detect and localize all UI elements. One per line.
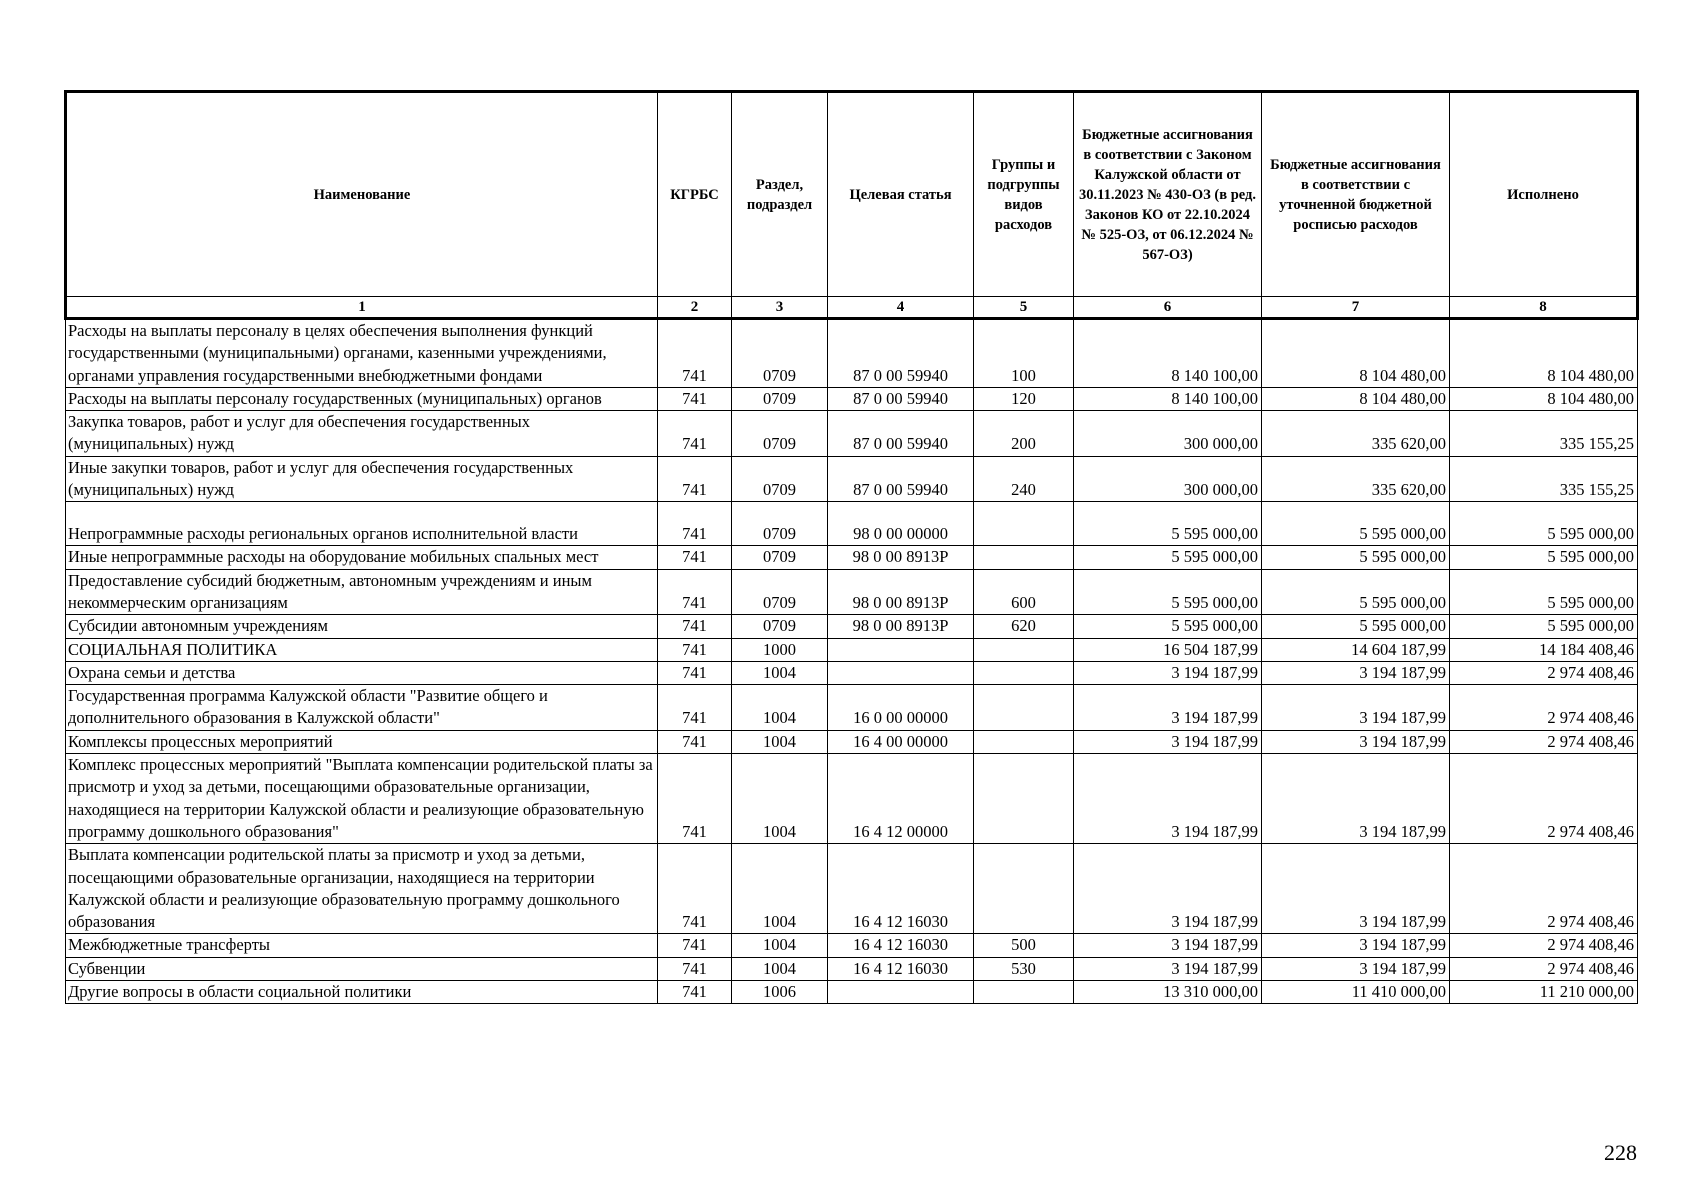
row-group [974,546,1074,569]
row-kgrbs: 741 [658,981,732,1004]
row-plan-amount: 3 194 187,99 [1262,957,1450,980]
column-number: 2 [658,297,732,319]
row-law-amount: 8 140 100,00 [1074,319,1262,388]
column-number: 4 [828,297,974,319]
row-plan-amount: 5 595 000,00 [1262,569,1450,615]
header-done: Исполнено [1450,92,1638,297]
row-group: 600 [974,569,1074,615]
row-law-amount: 5 595 000,00 [1074,502,1262,546]
row-name: Межбюджетные трансферты [66,934,658,957]
column-number: 6 [1074,297,1262,319]
row-kgrbs: 741 [658,456,732,502]
row-plan-amount: 5 595 000,00 [1262,502,1450,546]
table-row [66,934,1638,957]
row-section: 1004 [732,661,828,684]
row-kgrbs: 741 [658,411,732,457]
row-plan-amount: 3 194 187,99 [1262,754,1450,844]
row-plan-amount: 3 194 187,99 [1262,730,1450,753]
row-target: 16 4 12 16030 [828,957,974,980]
row-target: 98 0 00 8913Р [828,615,974,638]
row-plan-amount: 14 604 187,99 [1262,638,1450,661]
table-row [66,844,1638,934]
row-group: 240 [974,456,1074,502]
row-kgrbs: 741 [658,730,732,753]
row-plan-amount: 8 104 480,00 [1262,387,1450,410]
row-section: 1004 [732,957,828,980]
row-name: Расходы на выплаты персоналу в целях обеспечения выполнения функций государственными (муниципальными) органами, казенными учреждениями, органами управления государственными внебюджетными фондами [66,319,658,388]
row-target: 98 0 00 8913Р [828,569,974,615]
row-kgrbs: 741 [658,754,732,844]
row-kgrbs: 741 [658,546,732,569]
row-plan-amount: 8 104 480,00 [1262,319,1450,388]
row-group [974,502,1074,546]
table-row [66,319,1638,388]
row-target [828,981,974,1004]
row-section: 1006 [732,981,828,1004]
row-name: Государственная программа Калужской области "Развитие общего и дополнительного образования в Калужской области" [66,685,658,731]
row-name: Другие вопросы в области социальной политики [66,981,658,1004]
column-number: 1 [66,297,658,319]
row-plan-amount: 3 194 187,99 [1262,661,1450,684]
table-row [66,411,1638,457]
table-row [66,981,1638,1004]
row-kgrbs: 741 [658,319,732,388]
row-done-amount: 2 974 408,46 [1450,685,1638,731]
row-kgrbs: 741 [658,661,732,684]
header-law: Бюджетные ассигнования в соответствии с Законом Калужской области от 30.11.2023 № 430-ОЗ (в ред. Законов КО от 22.10.2024 № 525-ОЗ, от 06.12.2024 № 567-ОЗ) [1074,92,1262,297]
row-name: Расходы на выплаты персоналу государственных (муниципальных) органов [66,387,658,410]
row-name: Иные закупки товаров, работ и услуг для обеспечения государственных (муниципальных) нужд [66,456,658,502]
row-section: 0709 [732,411,828,457]
row-group [974,730,1074,753]
row-kgrbs: 741 [658,638,732,661]
row-target [828,638,974,661]
budget-table-wrapper [64,90,1636,1004]
table-row [66,387,1638,410]
row-target: 87 0 00 59940 [828,411,974,457]
header-target: Целевая статья [828,92,974,297]
row-section: 0709 [732,502,828,546]
table-row [66,456,1638,502]
row-group: 100 [974,319,1074,388]
row-law-amount: 3 194 187,99 [1074,957,1262,980]
table-row [66,661,1638,684]
table-row [66,569,1638,615]
table-row [66,615,1638,638]
row-done-amount: 335 155,25 [1450,456,1638,502]
row-name: Предоставление субсидий бюджетным, автономным учреждениям и иным некоммерческим организациям [66,569,658,615]
table-row [66,730,1638,753]
row-done-amount: 335 155,25 [1450,411,1638,457]
row-law-amount: 3 194 187,99 [1074,754,1262,844]
row-kgrbs: 741 [658,502,732,546]
row-section: 0709 [732,387,828,410]
row-name: Закупка товаров, работ и услуг для обеспечения государственных (муниципальных) нужд [66,411,658,457]
column-number: 7 [1262,297,1450,319]
row-done-amount: 8 104 480,00 [1450,387,1638,410]
row-kgrbs: 741 [658,844,732,934]
row-plan-amount: 335 620,00 [1262,411,1450,457]
row-group [974,844,1074,934]
row-name: Комплексы процессных мероприятий [66,730,658,753]
row-plan-amount: 5 595 000,00 [1262,615,1450,638]
table-row [66,754,1638,844]
column-number: 5 [974,297,1074,319]
row-section: 0709 [732,546,828,569]
row-kgrbs: 741 [658,615,732,638]
row-target: 16 4 00 00000 [828,730,974,753]
row-name: Иные непрограммные расходы на оборудование мобильных спальных мест [66,546,658,569]
row-target [828,661,974,684]
header-group: Группы и подгруппы видов расходов [974,92,1074,297]
row-section: 1004 [732,844,828,934]
row-section: 1004 [732,685,828,731]
row-group: 200 [974,411,1074,457]
row-section: 1004 [732,754,828,844]
row-done-amount: 11 210 000,00 [1450,981,1638,1004]
row-name: Субсидии автономным учреждениям [66,615,658,638]
row-target: 98 0 00 8913Р [828,546,974,569]
row-done-amount: 2 974 408,46 [1450,754,1638,844]
row-law-amount: 3 194 187,99 [1074,730,1262,753]
row-section: 1004 [732,934,828,957]
row-section: 1004 [732,730,828,753]
row-law-amount: 8 140 100,00 [1074,387,1262,410]
table-row [66,638,1638,661]
row-group [974,981,1074,1004]
row-group: 530 [974,957,1074,980]
row-target: 98 0 00 00000 [828,502,974,546]
row-done-amount: 2 974 408,46 [1450,730,1638,753]
row-done-amount: 5 595 000,00 [1450,569,1638,615]
row-law-amount: 3 194 187,99 [1074,685,1262,731]
row-done-amount: 5 595 000,00 [1450,502,1638,546]
row-section: 0709 [732,319,828,388]
row-plan-amount: 335 620,00 [1262,456,1450,502]
row-law-amount: 13 310 000,00 [1074,981,1262,1004]
row-done-amount: 5 595 000,00 [1450,546,1638,569]
budget-table [64,90,1639,1004]
table-row [66,546,1638,569]
row-group [974,661,1074,684]
row-plan-amount: 3 194 187,99 [1262,844,1450,934]
table-row [66,502,1638,546]
row-name: Комплекс процессных мероприятий "Выплата компенсации родительской платы за присмотр и уход за детьми, посещающими образовательные организации, находящиеся на территории Калужской области и реализующие образовательную программу дошкольного образования" [66,754,658,844]
row-target: 16 4 12 00000 [828,754,974,844]
row-plan-amount: 3 194 187,99 [1262,934,1450,957]
row-target: 87 0 00 59940 [828,319,974,388]
row-kgrbs: 741 [658,957,732,980]
row-target: 87 0 00 59940 [828,387,974,410]
row-law-amount: 5 595 000,00 [1074,569,1262,615]
row-name: Субвенции [66,957,658,980]
table-row [66,685,1638,731]
row-section: 1000 [732,638,828,661]
row-law-amount: 300 000,00 [1074,411,1262,457]
row-group [974,638,1074,661]
row-group: 120 [974,387,1074,410]
row-name: СОЦИАЛЬНАЯ ПОЛИТИКА [66,638,658,661]
row-plan-amount: 3 194 187,99 [1262,685,1450,731]
column-number-row [66,297,1638,319]
header-section: Раздел, подраздел [732,92,828,297]
row-target: 16 4 12 16030 [828,844,974,934]
row-section: 0709 [732,456,828,502]
row-law-amount: 3 194 187,99 [1074,844,1262,934]
column-number: 3 [732,297,828,319]
header-name: Наименование [66,92,658,297]
row-target: 16 0 00 00000 [828,685,974,731]
row-plan-amount: 11 410 000,00 [1262,981,1450,1004]
row-target: 87 0 00 59940 [828,456,974,502]
row-kgrbs: 741 [658,387,732,410]
row-law-amount: 300 000,00 [1074,456,1262,502]
page-number: 228 [1604,1140,1637,1165]
table-row [66,957,1638,980]
row-group [974,754,1074,844]
row-done-amount: 2 974 408,46 [1450,661,1638,684]
row-group [974,685,1074,731]
row-law-amount: 5 595 000,00 [1074,546,1262,569]
row-section: 0709 [732,569,828,615]
row-law-amount: 3 194 187,99 [1074,661,1262,684]
row-group: 500 [974,934,1074,957]
row-name: Непрограммные расходы региональных органов исполнительной власти [66,502,658,546]
row-law-amount: 3 194 187,99 [1074,934,1262,957]
header-row [66,92,1638,297]
header-kgrbs: КГРБС [658,92,732,297]
row-done-amount: 2 974 408,46 [1450,844,1638,934]
row-target: 16 4 12 16030 [828,934,974,957]
column-number: 8 [1450,297,1638,319]
row-law-amount: 16 504 187,99 [1074,638,1262,661]
row-done-amount: 2 974 408,46 [1450,957,1638,980]
row-law-amount: 5 595 000,00 [1074,615,1262,638]
row-kgrbs: 741 [658,685,732,731]
row-kgrbs: 741 [658,569,732,615]
row-done-amount: 2 974 408,46 [1450,934,1638,957]
row-name: Охрана семьи и детства [66,661,658,684]
row-section: 0709 [732,615,828,638]
row-name: Выплата компенсации родительской платы за присмотр и уход за детьми, посещающими образовательные организации, находящиеся на территории Калужской области и реализующие образовательную программу дошкольного образования [66,844,658,934]
row-kgrbs: 741 [658,934,732,957]
row-done-amount: 5 595 000,00 [1450,615,1638,638]
row-plan-amount: 5 595 000,00 [1262,546,1450,569]
row-done-amount: 8 104 480,00 [1450,319,1638,388]
row-group: 620 [974,615,1074,638]
header-plan: Бюджетные ассигнования в соответствии с уточненной бюджетной росписью расходов [1262,92,1450,297]
row-done-amount: 14 184 408,46 [1450,638,1638,661]
